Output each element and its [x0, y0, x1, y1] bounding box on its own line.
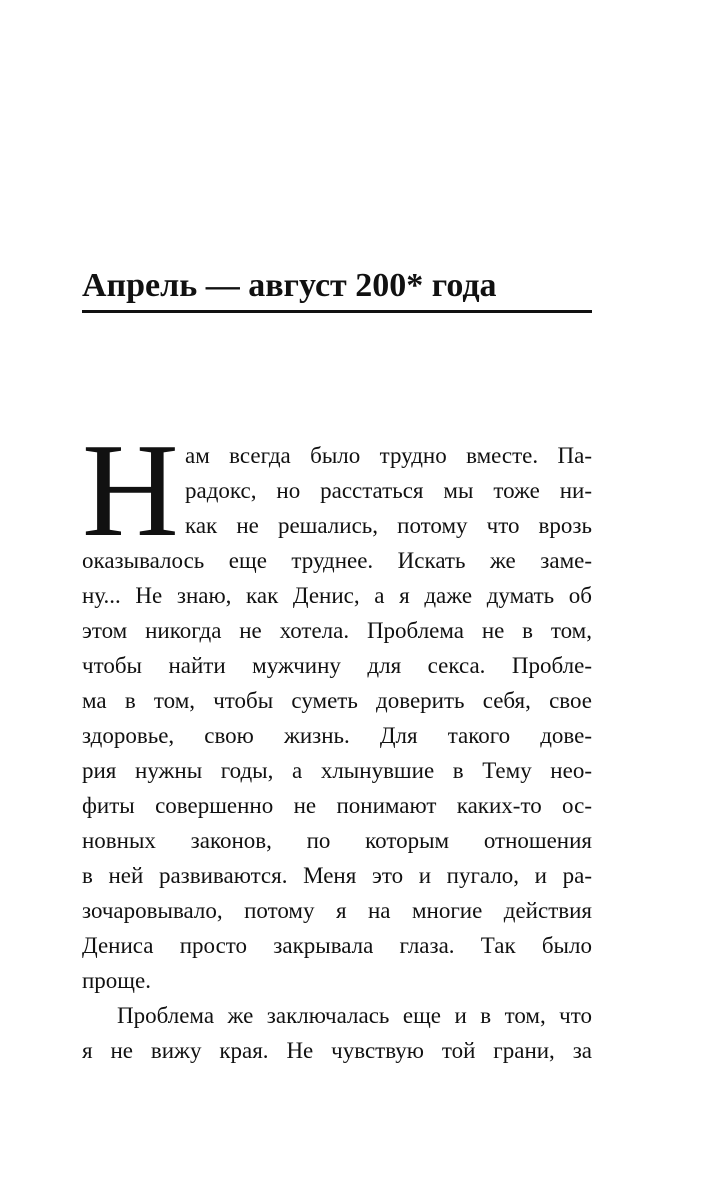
text-line: как не решались, потому что врозь	[185, 513, 592, 538]
text-line: оказывалось еще труднее. Искать же заме-	[82, 548, 592, 573]
text-line: Дениса просто закрывала глаза. Так было	[82, 933, 592, 958]
text-line: чтобы найти мужчину для секса. Пробле-	[82, 653, 592, 678]
text-line: фиты совершенно не понимают каких-то ос-	[82, 793, 592, 818]
text-line: новных законов, по которым отношения	[82, 828, 592, 853]
text-line: ам всегда было трудно вместе. Па-	[185, 443, 592, 468]
text-line: проще.	[82, 968, 151, 993]
text-line: ну... Не знаю, как Денис, а я даже думать об	[82, 583, 592, 608]
text-line: радокс, но расстаться мы тоже ни-	[185, 478, 592, 503]
text-line: ма в том, чтобы суметь доверить себя, свое	[82, 688, 592, 713]
text-line: в ней развиваются. Меня это и пугало, и ра-	[82, 863, 592, 888]
text-line: рия нужны годы, а хлынувшие в Тему нео-	[82, 758, 592, 783]
text-line: этом никогда не хотела. Проблема не в том,	[82, 618, 592, 643]
text-line: здоровье, свою жизнь. Для такого дове-	[82, 723, 592, 748]
drop-cap-letter: Н	[82, 416, 179, 564]
text-line: я не вижу края. Не чувствую той грани, за	[82, 1038, 592, 1063]
text-line: Проблема же заключалась еще и в том, что	[117, 1003, 592, 1028]
heading-underline	[82, 310, 592, 313]
text-line: зочаровывало, потому я на многие действия	[82, 898, 592, 923]
chapter-heading: Апрель — август 200* года	[82, 267, 497, 304]
